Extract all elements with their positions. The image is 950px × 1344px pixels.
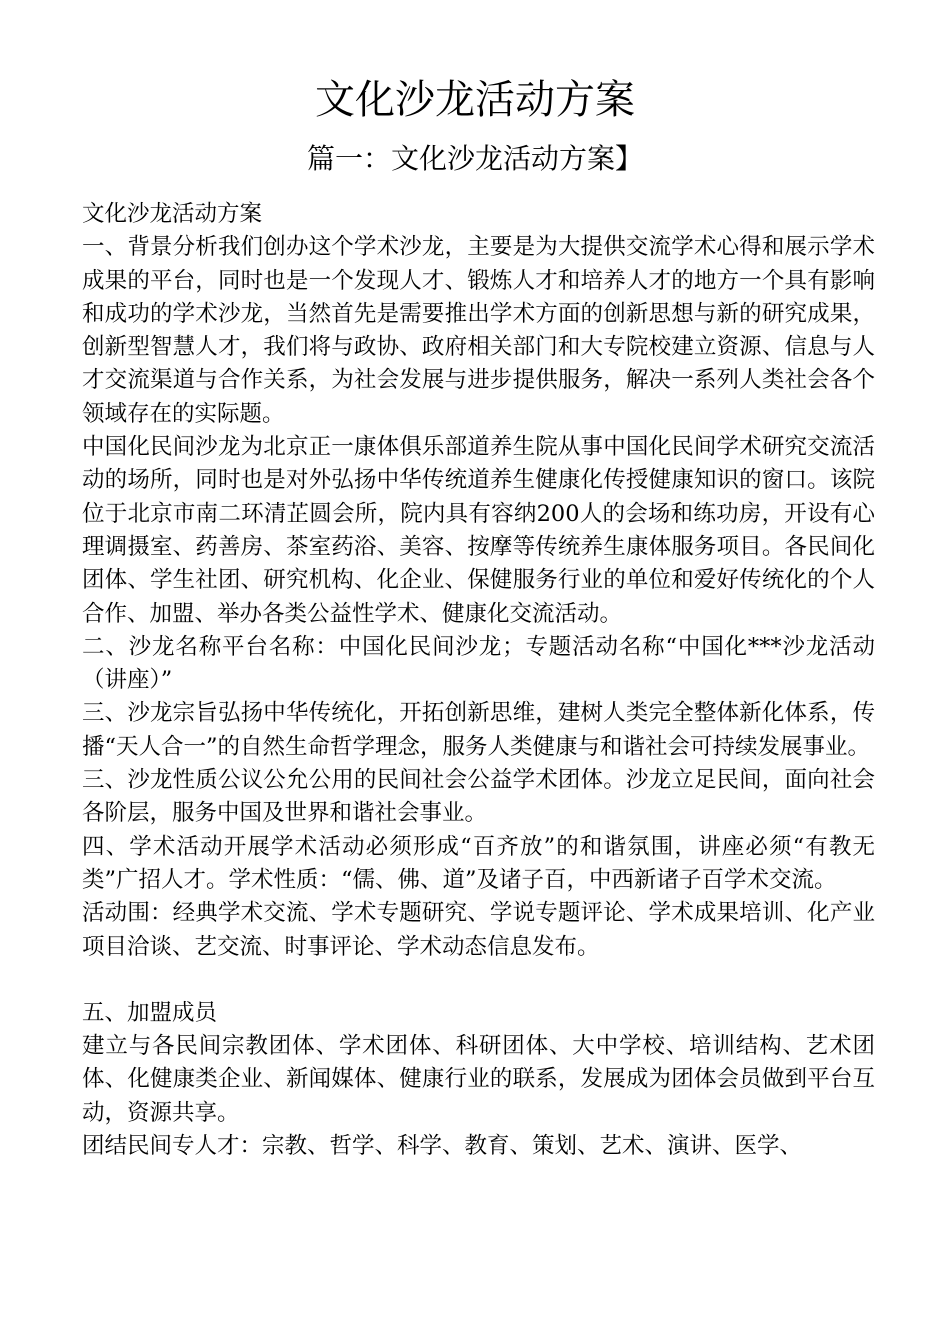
paragraph-salon-name: 二、沙龙名称平台名称：中国化民间沙龙；专题活动名称“中国化***沙龙活动（讲座）” <box>82 633 875 694</box>
paragraph-talents: 团结民间专人才：宗教、哲学、科学、教育、策划、艺术、演讲、医学、 <box>82 1133 803 1160</box>
document-title: 文化沙龙活动方案 <box>315 77 635 123</box>
paragraph-background: 一、背景分析我们创办这个学术沙龙，主要是为大提供交流学术心得和展示学术成果的平台，同时也是一个发现人才、锻炼人才和培养人才的地方一个具有影响和成功的学术沙龙，当然首先是需要推出学术方面的创新思想与新的研究成果，创新型智慧人才，我们将与政协、政府相关部门和大专院校建立资源、信息与人才交流渠道与合作关系，为社会发展与进步提供服务，解决一系列人类社会各个领域存在的实际题。 <box>82 234 875 427</box>
paragraph-heading: 文化沙龙活动方案 <box>82 201 263 227</box>
paragraph-activity-scope: 活动围：经典学术交流、学术专题研究、学说专题评论、学术成果培训、化产业项目洽谈、艺交流、时事评论、学术动态信息发布。 <box>82 900 875 960</box>
document-body <box>82 198 875 1163</box>
document-subtitle: 篇一：文化沙龙活动方案】 <box>306 142 643 175</box>
paragraph-members-body: 建立与各民间宗教团体、学术团体、科研团体、大中学校、培训结构、艺术团体、化健康类企业、新闻媒体、健康行业的联系，发展成为团体会员做到平台互动，资源共享。 <box>82 1033 875 1126</box>
paragraph-salon-purpose: 三、沙龙宗旨弘扬中华传统化，开拓创新思维，建树人类完全整体新化体系，传播“天人合一”的自然生命哲学理念，服务人类健康与和谐社会可持续发展事业。 <box>82 700 875 760</box>
paragraph-members-heading: 五、加盟成员 <box>82 999 218 1026</box>
paragraph-academic-activities: 四、学术活动开展学术活动必须形成“百齐放”的和谐氛围，讲座必须“有教无类”广招人才。学术性质：“儒、佛、道”及诸子百，中西新诸子百学术交流。 <box>82 833 875 893</box>
paragraph-salon-nature: 三、沙龙性质公议公允公用的民间社会公益学术团体。沙龙立足民间，面向社会各阶层，服务中国及世界和谐社会事业。 <box>82 767 875 827</box>
paragraph-salon-intro: 中国化民间沙龙为北京正一康体俱乐部道养生院从事中国化民间学术研究交流活动的场所，同时也是对外弘扬中华传统道养生健康化传授健康知识的窗口。该院位于北京市南二环清芷圆会所，院内具有容纳200人的会场和练功房，开设有心理调摄室、药善房、茶室药浴、美容、按摩等传统养生康体服务项目。各民间化团体、学生社团、研究机构、化企业、保健服务行业的单位和爱好传统化的个人合作、加盟、举办各类公益性学术、健康化交流活动。 <box>82 434 875 627</box>
